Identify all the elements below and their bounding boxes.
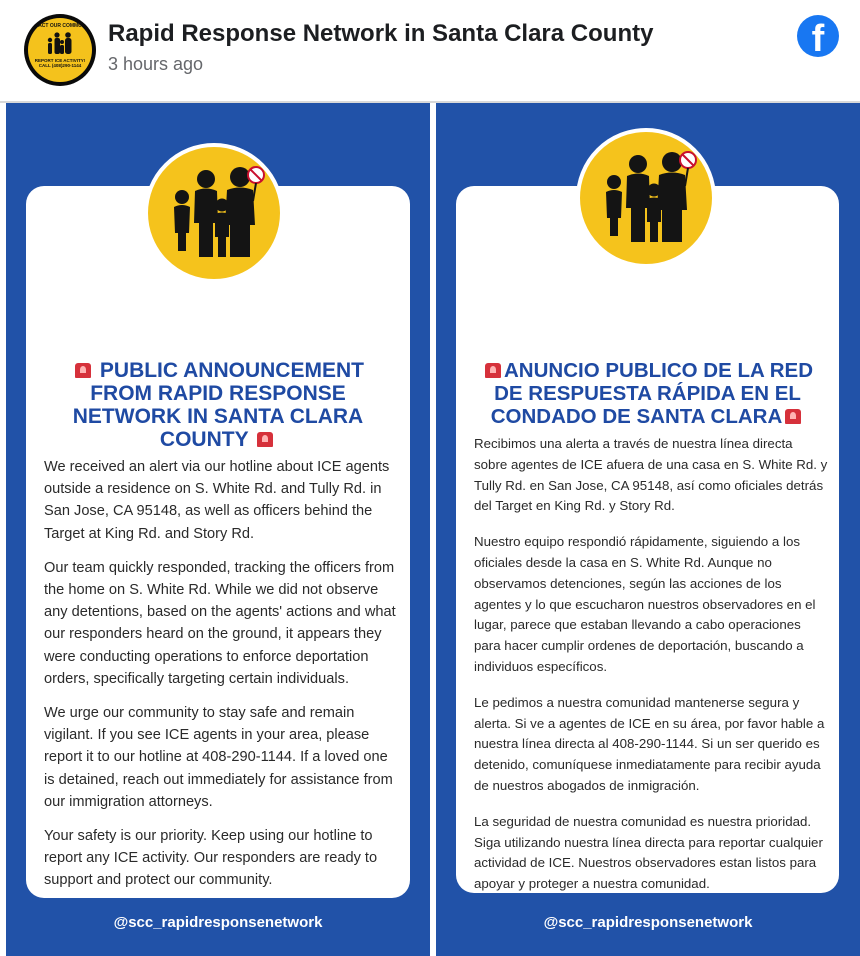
announcement-card: [26, 186, 410, 898]
avatar-bottom-line2: CALL (408)290-1144: [38, 63, 82, 68]
siren-emoji-icon: [257, 432, 273, 447]
announcement-image-english[interactable]: [6, 103, 430, 956]
social-handle: @scc_rapidresponsenetwork: [543, 914, 753, 931]
body-paragraph: Le pedimos a nuestra comunidad mantenerse segura y alerta. Si ve a agentes de ICE en su área, por favor hable a nuestra línea directa al 408-290-1144. Si un ser querido es detenido, comuníquese inmediatamente para recibir ayuda de nuestros abogados de inmigración.: [474, 694, 825, 793]
family-silhouette-icon: [162, 161, 266, 265]
announcement-body: [474, 434, 829, 910]
siren-emoji-icon: [75, 363, 91, 378]
siren-emoji-icon: [785, 409, 801, 424]
page-name-link[interactable]: Rapid Response Network in Santa Clara County: [108, 20, 654, 47]
body-paragraph: We received an alert via our hotline about ICE agents outside a residence on S. White Rd. and Tully Rd. in San Jose, CA 95148, as well as officers behind the Target at King Rd. and Story Rd.: [44, 459, 390, 542]
family-silhouette-icon: [594, 146, 698, 250]
announcement-heading-text: PUBLIC ANNOUNCEMENT FROM RAPID RESPONSE NETWORK IN SANTA CLARA COUNTY: [72, 359, 364, 451]
body-paragraph: Your safety is our priority. Keep using our hotline to report any ICE activity. Our responders are ready to support and protect our community.: [44, 828, 378, 889]
page-avatar[interactable]: [24, 14, 96, 86]
avatar-logo: [28, 18, 92, 82]
body-paragraph: La seguridad de nuestra comunidad es nuestra prioridad. Siga utilizando nuestra línea directa para reportar cualquier actividad de ICE. Nuestros observadores estan listos para apoyar y proteger a nuestra comunidad.: [474, 813, 823, 892]
announcement-body: [44, 456, 396, 904]
avatar-bottom-line1: REPORT ICE ACTIVITY!: [34, 58, 86, 63]
announcement-heading: [26, 359, 410, 451]
facebook-icon[interactable]: f: [797, 15, 839, 57]
announcement-image-spanish[interactable]: [436, 103, 860, 956]
siren-emoji-icon: [485, 363, 501, 378]
announcement-card: [456, 186, 839, 893]
announcement-heading-text: ANUNCIO PUBLICO DE LA RED DE RESPUESTA RÁPIDA EN EL CONDADO DE SANTA CLARA: [490, 359, 814, 428]
post-header: [0, 0, 860, 100]
announcement-heading: [456, 359, 839, 428]
post-timestamp[interactable]: 3 hours ago: [108, 54, 204, 74]
family-silhouette-icon: [45, 31, 75, 57]
body-paragraph: We urge our community to stay safe and remain vigilant. If you see ICE agents in your area, please report it to our hotline at 408-290-1144. If a loved one is detained, reach out immediately for assistance from our immigration attorneys.: [44, 705, 393, 810]
body-paragraph: Recibimos una alerta a través de nuestra línea directa sobre agentes de ICE afuera de una casa en S. White Rd. y Tully Rd. en San Jose, CA 95148, así como oficiales detrás del Target en King Rd. y Story Rd.: [474, 436, 828, 514]
avatar-top-text: ACT OUR COMMU: [38, 23, 82, 29]
avatar-bottom-text: [28, 58, 92, 68]
family-logo: [576, 128, 716, 268]
body-paragraph: Our team quickly responded, tracking the officers from the home on S. White Rd. While we did not observe any detentions, based on the agents' actions and what our responders heard on the ground, it appears they were conducting operations to enforce deportation orders, specifically targeting certain individuals.: [44, 559, 396, 687]
body-paragraph: Nuestro equipo respondió rápidamente, siguiendo a los oficiales desde la casa en S. White Rd. Aunque no observamos detenciones, según las acciones de los agentes y lo que escucharon nuestros observadores en el lugar, parece que estaban llevando a cabo operaciones para hacer cumplir ordenes de deportación, buscando a individuos específicos.: [474, 534, 816, 674]
social-handle: @scc_rapidresponsenetwork: [113, 914, 323, 931]
family-logo: [144, 143, 284, 283]
